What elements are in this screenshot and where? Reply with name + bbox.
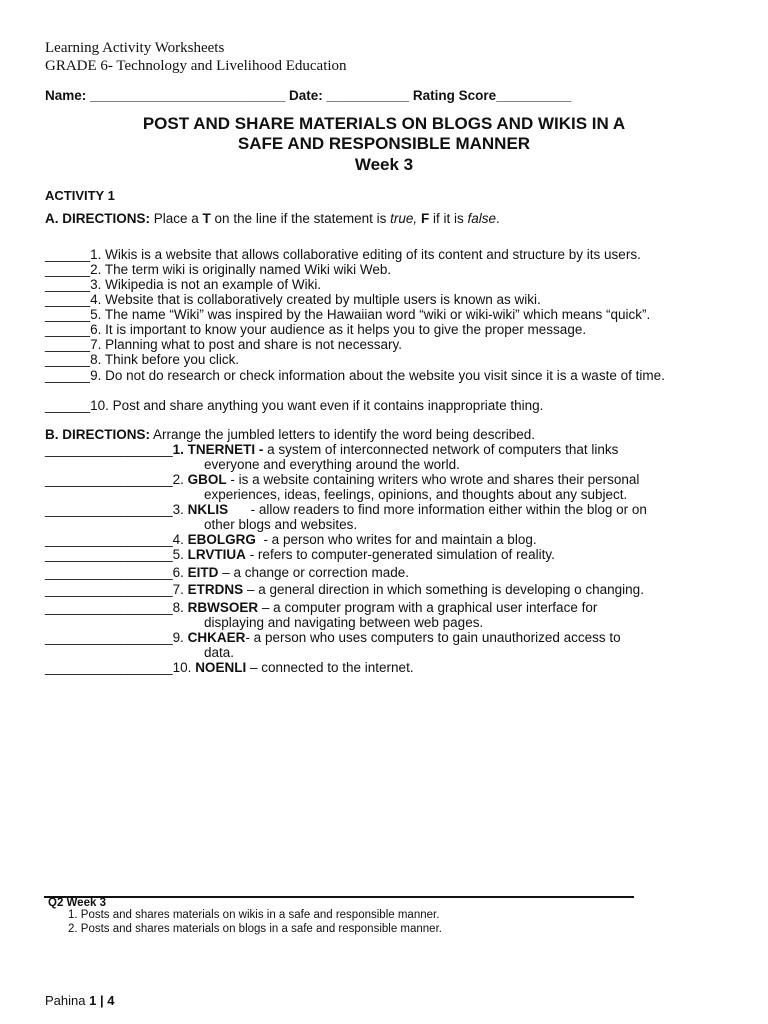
page-separator: | (96, 993, 108, 1008)
item-number: 10. (172, 660, 192, 675)
item-definition: – a change or correction made. (218, 565, 410, 580)
answer-blank[interactable]: ______ (45, 352, 91, 367)
jumbled-word: LRVTIUA (187, 547, 246, 562)
item-definition-cont: experiences, ideas, feelings, opinions, and thoughts about any subject. (204, 487, 628, 502)
answer-blank[interactable]: _________________ (45, 582, 173, 597)
tf-item (45, 398, 723, 413)
jumble-item (45, 472, 723, 502)
tf-item (45, 352, 723, 367)
page-current: 1 (89, 993, 97, 1008)
answer-blank[interactable]: ______ (45, 337, 91, 352)
jumbled-word: EBOLGRG (187, 532, 256, 547)
dir-text: Place a (150, 211, 203, 226)
answer-blank[interactable]: _________________ (45, 472, 173, 487)
item-definition: - allow readers to find more information either within the blog or on (228, 502, 647, 517)
item-definition: – connected to the internet. (246, 660, 414, 675)
page-total: 4 (107, 993, 115, 1008)
student-info-line (45, 88, 571, 103)
part-b-prefix: B. DIRECTIONS: (45, 427, 151, 442)
jumbled-word: NKLIS (187, 502, 229, 517)
tf-statement: 7. Planning what to post and share is not necessary. (90, 337, 402, 352)
page-label: Pahina (45, 993, 86, 1008)
tf-item (45, 262, 723, 277)
answer-blank[interactable]: _________________ (45, 442, 173, 457)
title-line-1: POST AND SHARE MATERIALS ON BLOGS AND WIKIS IN A (142, 114, 626, 133)
date-label: Date: (289, 88, 323, 103)
jumble-item (45, 442, 723, 472)
item-definition: - refers to computer-generated simulation of reality. (245, 547, 555, 562)
item-number: 1. (172, 442, 184, 457)
jumbled-word: NOENLI (195, 660, 247, 675)
objective-1: 1. Posts and shares materials on wikis in a safe and responsible manner. (68, 909, 440, 921)
tf-statement: 1. Wikis is a website that allows collaborative editing of its content and structure by its users. (90, 247, 641, 262)
jumble-item (45, 565, 723, 580)
rating-label: Rating Score (412, 88, 497, 103)
jumble-item (45, 660, 723, 675)
jumbled-word: TNERNETI - (187, 442, 264, 457)
answer-blank[interactable]: ______ (45, 277, 91, 292)
tf-statement: 6. It is important to know your audience as it helps you to give the proper message. (90, 322, 587, 337)
answer-blank[interactable]: ______ (45, 307, 91, 322)
item-number: 7. (172, 582, 184, 597)
name-blank[interactable]: __________________________ (90, 88, 286, 103)
answer-blank[interactable]: _________________ (45, 532, 173, 547)
item-definition: a system of interconnected network of computers that links (263, 442, 619, 457)
answer-blank[interactable]: _________________ (45, 630, 173, 645)
dir-text: Arrange the jumbled letters to identify the word being described. (150, 427, 535, 442)
answer-blank[interactable]: _________________ (45, 502, 173, 517)
jumbled-word: GBOL (187, 472, 227, 487)
tf-statement: 8. Think before you click. (90, 352, 240, 367)
item-definition-cont: everyone and everything around the world. (204, 457, 460, 472)
tf-item (45, 322, 723, 337)
item-number: 2. (172, 472, 184, 487)
dir-f: F (420, 211, 430, 226)
part-b-directions (45, 427, 535, 442)
dir-text: if it is (429, 211, 468, 226)
jumbled-word: EITD (187, 565, 219, 580)
footer-week: Q2 Week 3 (48, 897, 106, 909)
date-blank[interactable]: ___________ (326, 88, 410, 103)
jumble-item (45, 532, 723, 547)
footer-divider (44, 896, 634, 898)
answer-blank[interactable]: ______ (45, 398, 91, 413)
tf-item (45, 277, 723, 292)
item-number: 4. (172, 532, 184, 547)
title-line-2: SAFE AND RESPONSIBLE MANNER (237, 134, 531, 153)
item-definition: – a general direction in which something is developing o changing. (243, 582, 644, 597)
jumble-item (45, 547, 723, 562)
jumbled-word: RBWSOER (187, 600, 259, 615)
item-definition-cont: displaying and navigating between web pages. (204, 615, 484, 630)
answer-blank[interactable]: _________________ (45, 600, 173, 615)
jumbled-word: CHKAER (187, 630, 246, 645)
answer-blank[interactable]: ______ (45, 368, 91, 383)
answer-blank[interactable]: _________________ (45, 565, 173, 580)
dir-false: false (467, 211, 496, 226)
tf-item (45, 337, 723, 352)
answer-blank[interactable]: ______ (45, 262, 91, 277)
tf-statement: 2. The term wiki is originally named Wiki wiki Web. (90, 262, 392, 277)
rating-blank[interactable]: __________ (496, 88, 572, 103)
objective-2: 2. Posts and shares materials on blogs in a safe and responsible manner. (68, 923, 442, 935)
answer-blank[interactable]: _________________ (45, 547, 173, 562)
tf-statement: 4. Website that is collaboratively created by multiple users is known as wiki. (90, 292, 541, 307)
item-definition-cont: other blogs and websites. (204, 517, 358, 532)
tf-item (45, 247, 723, 262)
item-definition-cont: data. (204, 645, 235, 660)
part-a-prefix: A. DIRECTIONS: (45, 211, 151, 226)
item-number: 8. (172, 600, 184, 615)
title-week: Week 3 (354, 155, 414, 174)
item-definition: - is a website containing writers who wrote and shares their personal (226, 472, 640, 487)
item-number: 6. (172, 565, 184, 580)
jumble-item (45, 582, 723, 597)
item-number: 9. (172, 630, 184, 645)
tf-item (45, 368, 723, 383)
grade-subject: GRADE 6- Technology and Livelihood Education (45, 58, 347, 74)
jumbled-word: ETRDNS (187, 582, 244, 597)
tf-item (45, 292, 723, 307)
dir-true: true, (390, 211, 418, 226)
jumble-item (45, 502, 723, 532)
tf-statement: 3. Wikipedia is not an example of Wiki. (90, 277, 322, 292)
answer-blank[interactable]: ______ (45, 322, 91, 337)
name-label: Name: (45, 88, 87, 103)
dir-t: T (202, 211, 211, 226)
jumble-item (45, 630, 723, 660)
part-a-directions (45, 211, 500, 226)
worksheet-series-title: Learning Activity Worksheets (45, 40, 225, 56)
item-definition: – a computer program with a graphical user interface for (258, 600, 598, 615)
tf-statement: 9. Do not do research or check information about the website you visit since it is a waste of time. (90, 368, 665, 383)
tf-statement: 5. The name “Wiki” was inspired by the Hawaiian word “wiki or wiki-wiki” which means “quick”. (90, 307, 651, 322)
item-number: 3. (172, 502, 184, 517)
dir-text: . (495, 211, 500, 226)
page-number (45, 993, 114, 1008)
item-number: 5. (172, 547, 184, 562)
answer-blank[interactable]: ______ (45, 292, 91, 307)
activity-heading: ACTIVITY 1 (45, 188, 115, 203)
jumble-item (45, 600, 723, 630)
item-definition: - a person who uses computers to gain unauthorized access to (245, 630, 621, 645)
item-definition: - a person who writes for and maintain a blog. (255, 532, 537, 547)
tf-item (45, 307, 723, 322)
dir-text: on the line if the statement is (210, 211, 391, 226)
answer-blank[interactable]: _________________ (45, 660, 173, 675)
tf-statement: 10. Post and share anything you want even if it contains inappropriate thing. (90, 398, 544, 413)
answer-blank[interactable]: ______ (45, 247, 91, 262)
